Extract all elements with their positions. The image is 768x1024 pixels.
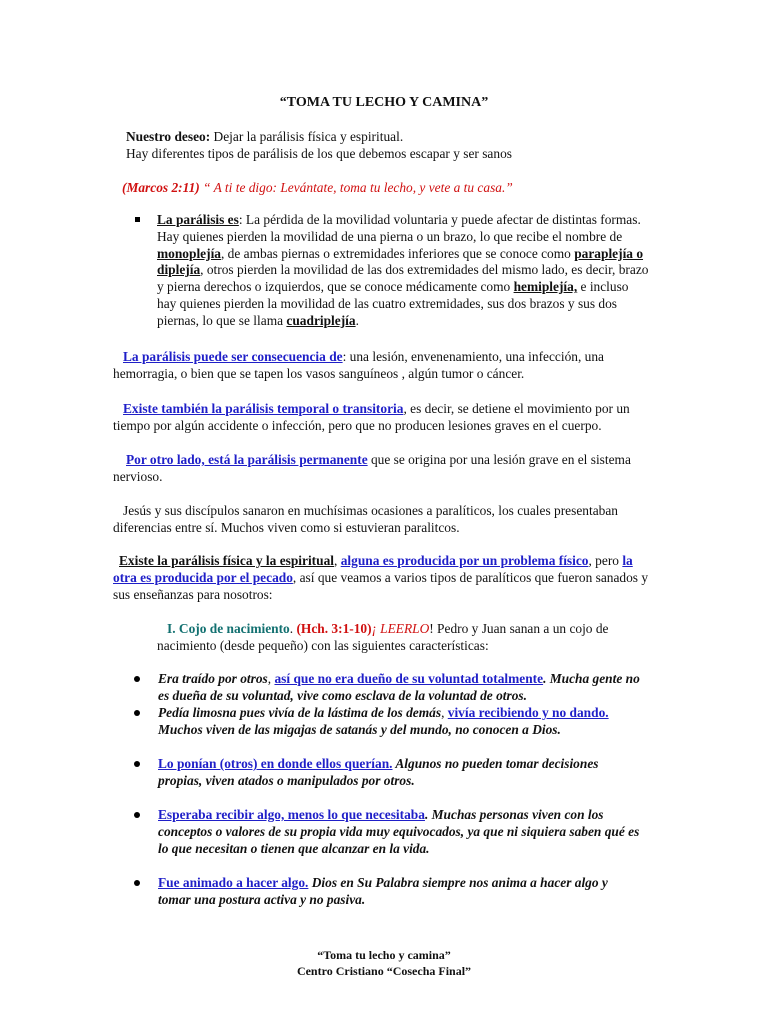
bullet-item: Lo ponían (otros) en donde ellos querían. Algunos no pueden tomar decisiones propias, viven atados o manipulados por otros. xyxy=(158,756,599,788)
square-bullet xyxy=(135,217,140,222)
temporary-link[interactable]: Existe también la parálisis temporal o transitoria xyxy=(123,401,404,416)
bullet-link[interactable]: Esperaba recibir algo, menos lo que necesitaba xyxy=(158,807,425,822)
bullet-dot xyxy=(134,812,140,818)
verse-paragraph xyxy=(122,179,682,196)
bullet-dot xyxy=(134,761,140,767)
verse-reference: (Marcos 2:11) xyxy=(122,180,200,195)
types-lead: Existe la parálisis física y la espiritual xyxy=(119,553,334,568)
bullet-link[interactable]: Fue animado a hacer algo. xyxy=(158,875,309,890)
term-cuadriplejia: cuadriplejía xyxy=(286,312,356,328)
term-hemiplejia: hemiplejía, xyxy=(513,279,578,295)
intro-line2: Hay diferentes tipos de parálisis de los que debemos escapar y ser sanos xyxy=(126,146,512,161)
term-monoplejia: monoplejía xyxy=(157,245,221,261)
intro-paragraph xyxy=(126,128,686,162)
bullet-item: Era traído por otros, así que no era dueño de su voluntad totalmente. Mucha gente no es dueña de su voluntad, vive como esclava de la voluntad de otros. xyxy=(158,671,640,703)
intro-label: Nuestro deseo: xyxy=(126,129,211,144)
bullet-item: Fue animado a hacer algo. Dios en Su Palabra siempre nos anima a hacer algo y tomar una postura activa y no pasiva. xyxy=(158,875,608,907)
definition-term: La parálisis es xyxy=(157,212,239,227)
permanent-link[interactable]: Por otro lado, está la parálisis permanente xyxy=(126,452,368,467)
bullet-item: Esperaba recibir algo, menos lo que necesitaba. Muchas personas viven con los conceptos o valores de su propia vida muy equivocados, ya que ni siquiera saben qué es lo que necesitan o tienen que alcanzar en la vida. xyxy=(158,807,640,856)
footer-line-1: “Toma tu lecho y camina” xyxy=(317,948,451,962)
jesus-paragraph: Jesús y sus discípulos sanaron en muchísimas ocasiones a paralíticos, los cuales presentaban diferencias entre sí. Muchos viven como si estuvieran paralitcos. xyxy=(113,503,618,535)
term-paraplejia: paraplejía o diplejía xyxy=(157,245,644,278)
section-1-heading: I. Cojo de nacimiento xyxy=(167,621,290,636)
permanent-paragraph: Por otro lado, está la parálisis permanente que se origina por una lesión grave en el sistema nervioso. xyxy=(113,452,631,484)
sin-link[interactable]: la otra es producida por el pecado xyxy=(113,553,633,585)
read-it-note: ¡ LEERLO xyxy=(371,621,430,636)
types-paragraph: Existe la parálisis física y la espiritual, alguna es producida por un problema físico, pero la otra es producida por el pecado, así que veamos a varios tipos de paralíticos que fueron sanados y sus enseñanzas para nosotros: xyxy=(113,553,649,602)
causes-paragraph: La parálisis puede ser consecuencia de: una lesión, envenenamiento, una infección, una hemorragia, o bien que se tapen los vasos sanguíneos , algún tumor o cáncer. xyxy=(113,349,604,381)
bullet-dot xyxy=(134,880,140,886)
section-1-reference: (Hch. 3:1-10) xyxy=(296,621,372,636)
definition-paragraph: La parálisis es: La pérdida de la movilidad voluntaria y puede afectar de distintas formas. Hay quienes pierden la movilidad de una pierna o un brazo, lo que recibe el nombre de monoplejía, de ambas piernas o extremidades inferiores que se conoce como paraplejía o diplejía, otros pierden la movilidad de las dos extremidades del mismo lado, es decir, brazo y pierna derechos o izquierdos, que se conoce médicamente como hemiplejía, e incluso hay quienes pierden la movilidad de las cuatro extremidades, sus dos brazos y sus dos piernas, lo que se llama cuadriplejía. xyxy=(157,212,649,328)
bullet-link[interactable]: Lo ponían (otros) en donde ellos querían. xyxy=(158,756,393,771)
footer-line-2: Centro Cristiano “Cosecha Final” xyxy=(296,964,472,978)
intro-text: Dejar la parálisis física y espiritual. xyxy=(210,129,404,144)
bullet-dot xyxy=(134,676,140,682)
causes-link[interactable]: La parálisis puede ser consecuencia de xyxy=(123,349,343,364)
section-1-paragraph: I. Cojo de nacimiento. (Hch. 3:1-10)¡ LEERLO! Pedro y Juan sanan a un cojo de nacimiento (desde pequeño) con las siguientes características: xyxy=(157,621,609,653)
bullet-link[interactable]: así que no era dueño de su voluntad totalmente xyxy=(274,671,544,686)
physical-link[interactable]: alguna es producida por un problema físico xyxy=(340,553,589,568)
bullet-item: Pedía limosna pues vivía de la lástima de los demás, vivía recibiendo y no dando. Muchos viven de las migajas de satanás y del mundo, no conocen a Dios. xyxy=(158,705,609,737)
verse-text: “ A ti te digo: Levántate, toma tu lecho, y vete a tu casa.” xyxy=(199,180,513,195)
bullet-link[interactable]: vivía recibiendo y no dando. xyxy=(447,705,609,720)
temporary-paragraph: Existe también la parálisis temporal o transitoria, es decir, se detiene el movimiento por un tiempo por algún accidente o infección, pero que no producen lesiones graves en el cuerpo. xyxy=(113,401,630,433)
bullet-dot xyxy=(134,710,140,716)
page-title: “TOMA TU LECHO Y CAMINA” xyxy=(279,95,489,110)
